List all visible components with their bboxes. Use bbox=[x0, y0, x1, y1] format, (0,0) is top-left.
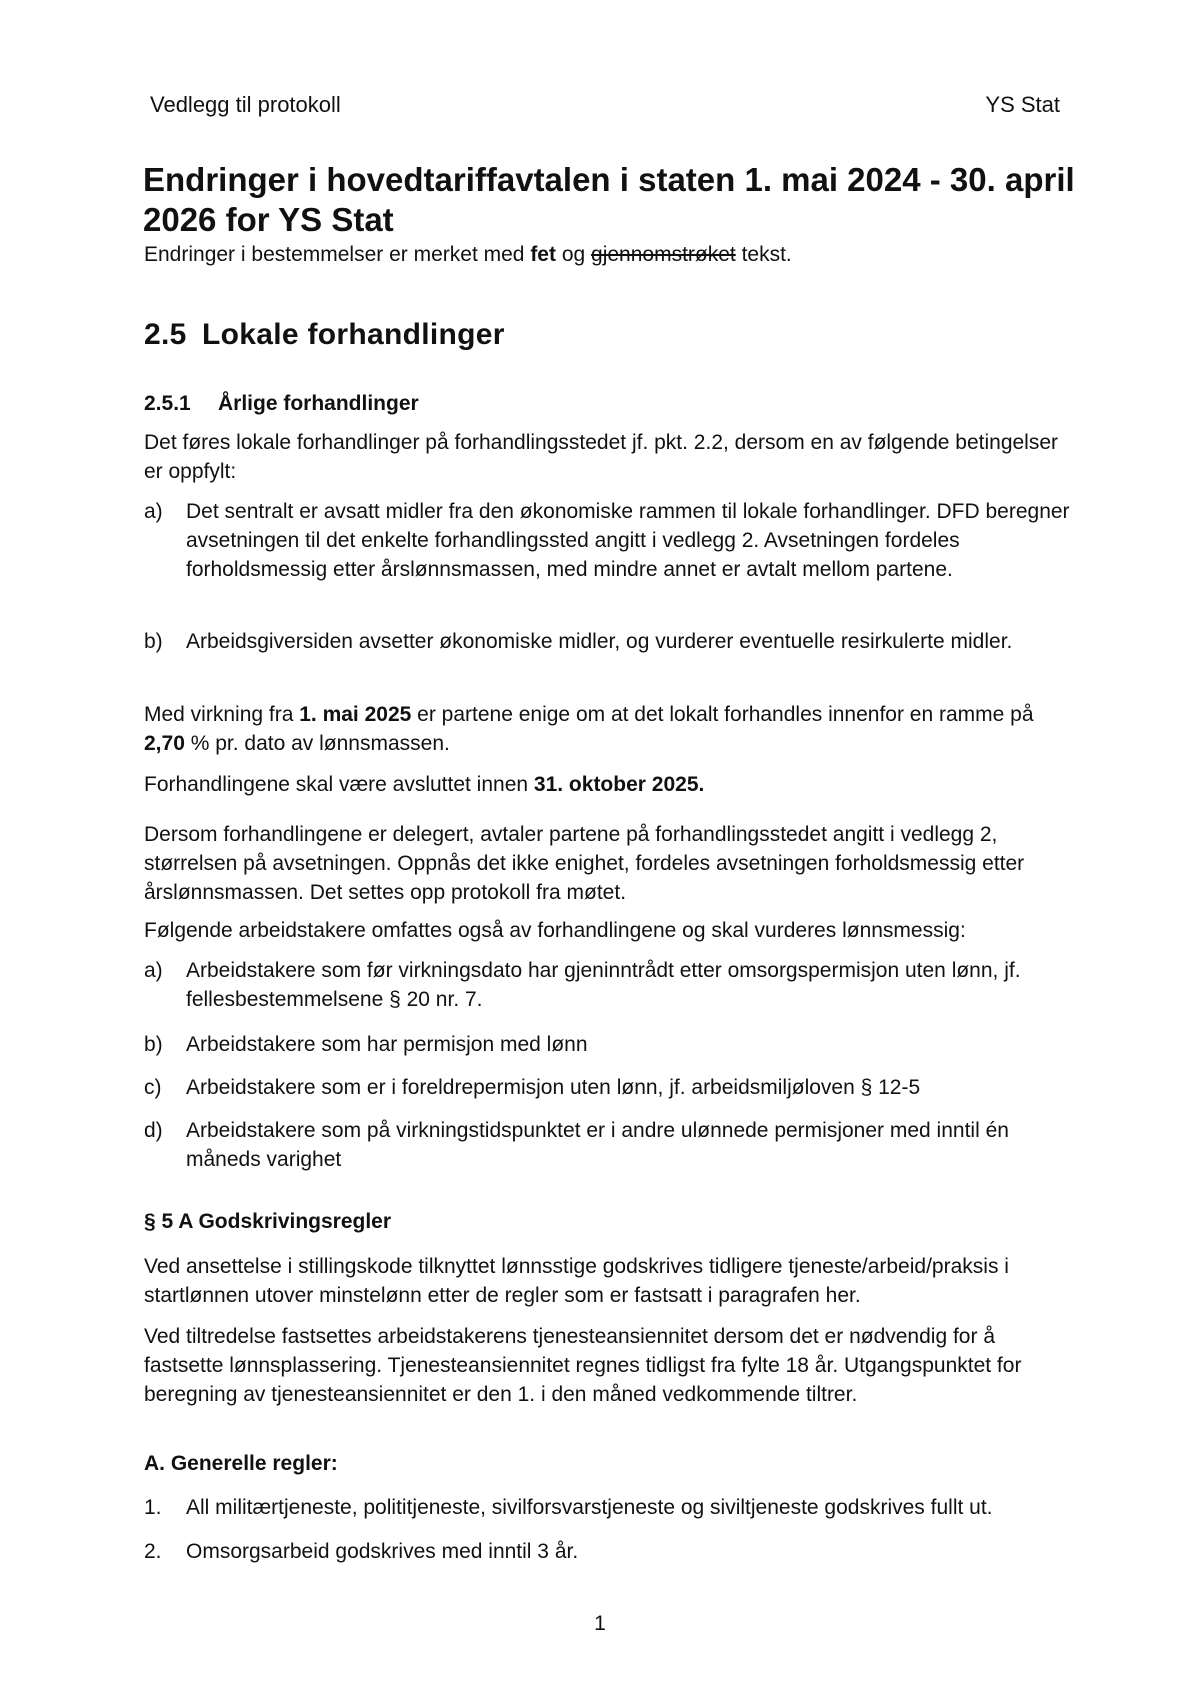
intro-text: Endringer i bestemmelser er merket med bbox=[144, 243, 531, 266]
paragraph-frame bbox=[144, 700, 1074, 758]
list-marker: a) bbox=[144, 959, 163, 982]
page-number: 1 bbox=[594, 1612, 606, 1635]
paragraph-employees: Følgende arbeidstakere omfattes også av forhandlingene og skal vurderes lønnsmessig: bbox=[144, 919, 966, 942]
section-5a-heading: § 5 A Godskrivingsregler bbox=[144, 1210, 392, 1233]
paragraph-delegated: Dersom forhandlingene er delegert, avtaler partene på forhandlingsstedet angitt i vedlegg 2, størrelsen på avsetningen. Oppnås det ikke enighet, fordeles avsetningen forholdsmessig etter årslønnsmassen. Det settes opp protokoll fra møtet. bbox=[144, 823, 1025, 904]
p3-text: Forhandlingene skal være avsluttet innen bbox=[144, 773, 534, 796]
intro-bold-word: fet bbox=[530, 243, 556, 266]
p2-bold-percent: 2,70 bbox=[144, 732, 185, 755]
paragraph-crediting: Ved ansettelse i stillingskode tilknyttet lønnsstige godskrives tidligere tjeneste/arbeid/praksis i startlønnen utover minstelønn etter de regler som er fastsatt i paragrafen her. bbox=[144, 1255, 1009, 1307]
p2-text: Med virkning fra bbox=[144, 703, 300, 726]
list-text: Arbeidstakere som er i foreldrepermisjon uten lønn, jf. arbeidsmiljøloven § 12-5 bbox=[186, 1076, 921, 1099]
document-title: Endringer i hovedtariffavtalen i staten 1. mai 2024 - 30. april 2026 for YS Stat bbox=[143, 161, 1075, 238]
list-text: All militærtjeneste, polititjeneste, sivilforsvarstjeneste og siviltjeneste godskrives fullt ut. bbox=[186, 1496, 993, 1519]
list-marker: d) bbox=[144, 1119, 163, 1142]
list-marker: b) bbox=[144, 630, 163, 653]
list-marker: b) bbox=[144, 1033, 163, 1056]
paragraph-conditions: Det føres lokale forhandlinger på forhandlingsstedet jf. pkt. 2.2, dersom en av følgende betingelser er oppfylt: bbox=[144, 431, 1059, 483]
section-heading bbox=[144, 318, 505, 352]
p2-text: % pr. dato av lønnsmassen. bbox=[184, 732, 450, 755]
intro-strike-word: gjennomstrøket bbox=[591, 243, 736, 266]
paragraph-seniority: Ved tiltredelse fastsettes arbeidstakerens tjenesteansiennitet dersom det er nødvendig for å fastsette lønnsplassering. Tjenesteansiennitet regnes tidligst fra fylte 18 år. Utgangspunktet for beregning av tjenesteansiennitet er den 1. i den måned vedkommende tiltrer. bbox=[144, 1325, 1022, 1406]
paragraph-deadline bbox=[144, 770, 1074, 799]
list-marker: c) bbox=[144, 1076, 162, 1099]
section-title: Lokale forhandlinger bbox=[202, 318, 505, 351]
p3-bold-date: 31. oktober 2025. bbox=[533, 773, 705, 796]
intro-paragraph bbox=[144, 240, 1074, 269]
list-text: Arbeidstakere som før virkningsdato har gjeninntrådt etter omsorgspermisjon uten lønn, jf. fellesbestemmelsene § 20 nr. 7. bbox=[186, 959, 1021, 1011]
section-number: 2.5 bbox=[144, 318, 187, 351]
intro-text: og bbox=[555, 243, 592, 266]
list-text: Arbeidstakere som har permisjon med lønn bbox=[186, 1033, 588, 1056]
list-text: Arbeidsgiversiden avsetter økonomiske midler, og vurderer eventuelle resirkulerte midler. bbox=[186, 630, 1013, 653]
p2-text: er partene enige om at det lokalt forhandles innenfor en ramme på bbox=[411, 703, 1034, 726]
subsection-heading bbox=[144, 392, 419, 416]
list-text: Arbeidstakere som på virkningstidspunktet er i andre ulønnede permisjoner med inntil én måneds varighet bbox=[186, 1119, 1009, 1171]
list-marker: 2. bbox=[144, 1540, 162, 1563]
list-marker: a) bbox=[144, 500, 163, 523]
subsection-number: 2.5.1 bbox=[144, 392, 191, 415]
list-marker: 1. bbox=[144, 1496, 162, 1519]
list-text: Det sentralt er avsatt midler fra den økonomiske rammen til lokale forhandlinger. DFD beregner avsetningen til det enkelte forhandlingssted angitt i vedlegg 2. Avsetningen fordeles forholdsmessig etter årslønnsmassen, med mindre annet er avtalt mellom partene. bbox=[186, 500, 1070, 581]
intro-text: tekst. bbox=[735, 243, 792, 266]
p2-bold-date: 1. mai 2025 bbox=[299, 703, 412, 726]
header-left: Vedlegg til protokoll bbox=[150, 92, 341, 117]
header-right: YS Stat bbox=[985, 92, 1060, 117]
section-a-heading: A. Generelle regler: bbox=[144, 1452, 338, 1475]
subsection-title: Årlige forhandlinger bbox=[218, 392, 419, 415]
list-text: Omsorgsarbeid godskrives med inntil 3 år. bbox=[186, 1540, 579, 1563]
